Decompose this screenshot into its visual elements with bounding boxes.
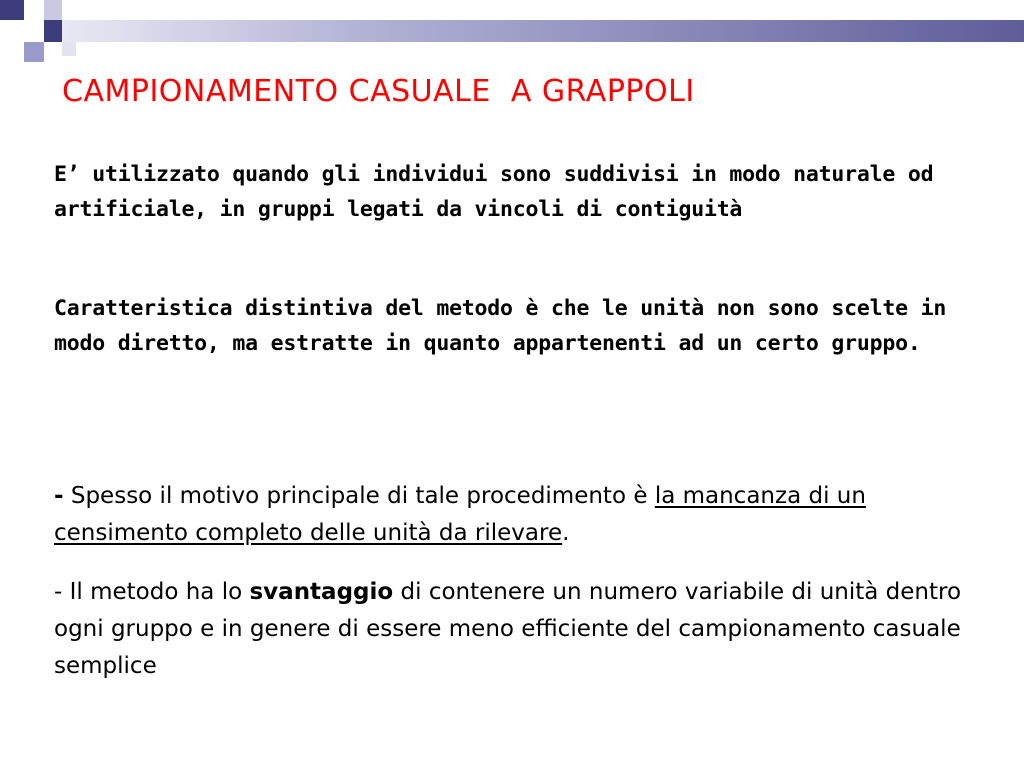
definition-paragraph: E’ utilizzato quando gli individui sono suddivisi in modo naturale od artificiale, in gruppi legati da vincoli di contiguità (54, 162, 934, 222)
deco-square (0, 20, 24, 42)
underlined-text: la mancanza di un censimento completo delle unità da rilevare (54, 483, 866, 546)
deco-square (24, 20, 44, 42)
deco-square (0, 0, 24, 20)
bullet-point-disadvantage (54, 574, 1004, 685)
header-gradient-bar (0, 20, 1024, 42)
deco-square (44, 0, 62, 20)
point-text: - Il metodo ha lo (54, 579, 250, 605)
point-text-end: di contenere un numero variabile di unità dentro ogni gruppo e in genere di essere meno efficiente del campionamento casuale semplice (54, 579, 962, 679)
bold-keyword: svantaggio (249, 579, 394, 605)
dash-marker: - (54, 483, 64, 509)
slide-title: CAMPIONAMENTO CASUALE A GRAPPOLI (62, 74, 695, 109)
deco-square (24, 42, 44, 62)
bullet-point-reason (54, 478, 974, 552)
characteristic-paragraph: Caratteristica distintiva del metodo è che le unità non sono scelte in modo diretto, ma estratte in quanto appartenenti ad un certo gruppo. (54, 296, 947, 356)
deco-square (62, 0, 78, 20)
deco-square (44, 20, 62, 42)
point-text-end: . (562, 520, 570, 546)
deco-square (62, 42, 76, 56)
point-text: Spesso il motivo principale di tale procedimento è (63, 483, 655, 509)
